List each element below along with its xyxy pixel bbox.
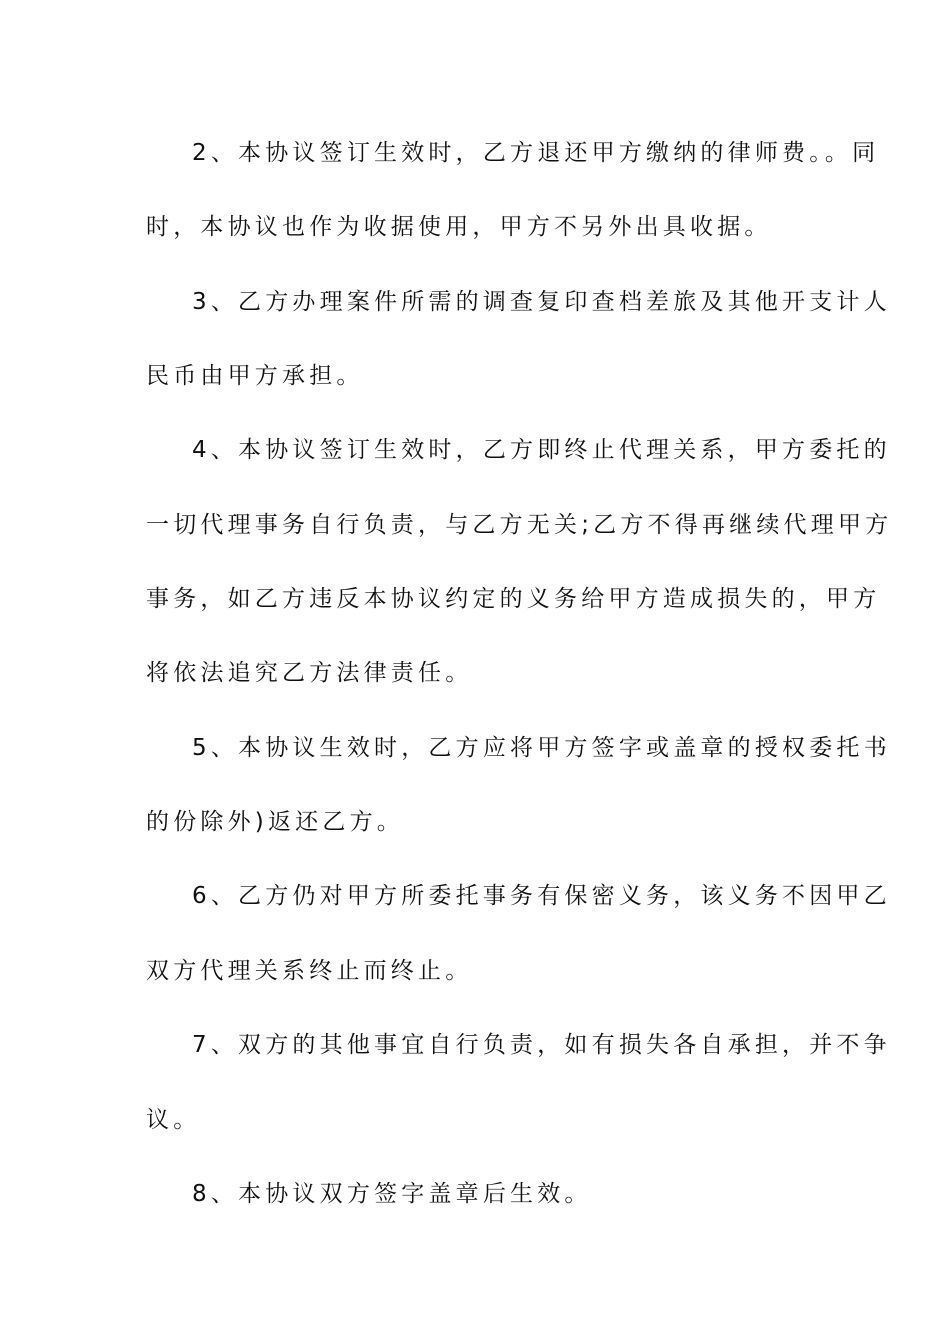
clause-8-line-1: 8、本协议双方签字盖章后生效。: [192, 1181, 592, 1207]
clause-3-line-2: 民币由甲方承担。: [146, 363, 364, 389]
clause-4-line-2: 一切代理事务自行负责，与乙方无关;乙方不得再继续代理甲方: [146, 512, 893, 538]
clause-4-line-1: 4、本协议签订生效时，乙方即终止代理关系，甲方委托的: [192, 437, 891, 463]
clause-4-line-4: 将依法追究乙方法律责任。: [146, 660, 473, 686]
clause-2-line-2: 时，本协议也作为收据使用，甲方不另外出具收据。: [146, 214, 772, 240]
clause-4-line-3: 事务，如乙方违反本协议约定的义务给甲方造成损失的，甲方: [146, 586, 881, 612]
clause-2-line-1: 2、本协议签订生效时，乙方退还甲方缴纳的律师费。。同: [192, 140, 880, 166]
clause-5-line-1: 5、本协议生效时，乙方应将甲方签字或盖章的授权委托书: [192, 735, 891, 761]
clause-6-line-2: 双方代理关系终止而终止。: [146, 958, 473, 984]
clause-7-line-2: 议。: [146, 1107, 201, 1133]
clause-5-line-2: 的份除外)返还乙方。: [146, 809, 404, 835]
clause-6-line-1: 6、乙方仍对甲方所委托事务有保密义务，该义务不因甲乙: [192, 883, 891, 909]
clause-3-line-1: 3、乙方办理案件所需的调查复印查档差旅及其他开支计人: [192, 289, 891, 315]
clause-7-line-1: 7、双方的其他事宜自行负责，如有损失各自承担，并不争: [192, 1032, 891, 1058]
